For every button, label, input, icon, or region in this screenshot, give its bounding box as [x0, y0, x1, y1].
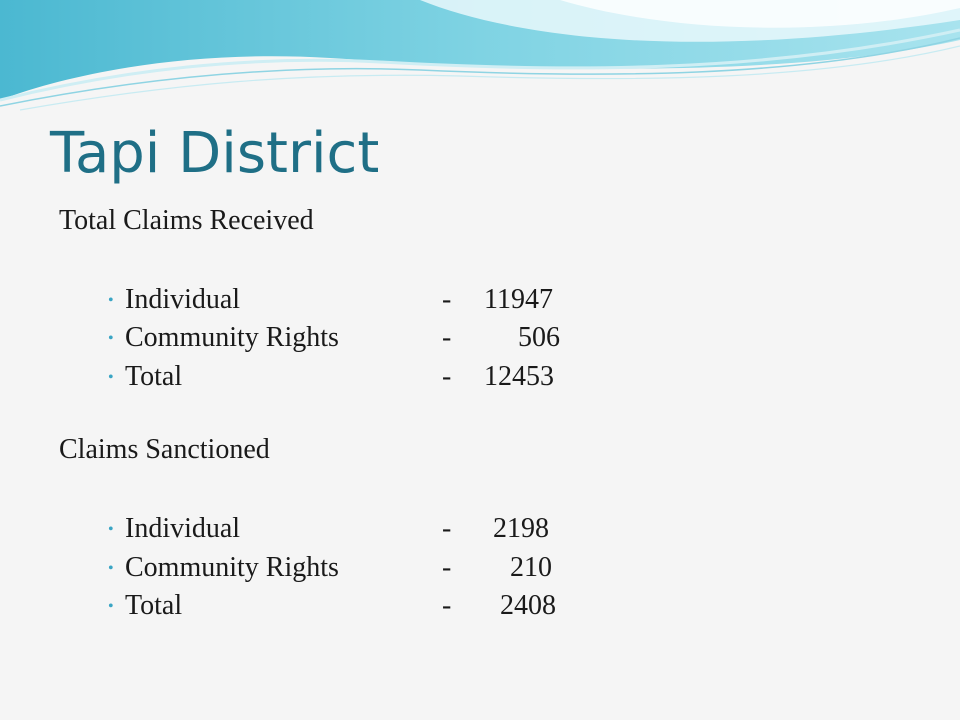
item-separator: -: [442, 552, 452, 583]
item-value: 506: [518, 322, 560, 353]
item-value: 12453: [484, 361, 554, 392]
bullet-icon: •: [108, 330, 114, 347]
item-value: 2198: [493, 513, 549, 544]
list-item: [108, 588, 628, 624]
item-separator: -: [442, 361, 452, 392]
item-value: 11947: [484, 284, 553, 315]
bullet-icon: •: [108, 598, 114, 615]
list-item: [108, 511, 628, 547]
item-label: Community Rights: [125, 552, 339, 583]
bullet-icon: •: [108, 369, 114, 386]
item-label: Individual: [125, 284, 241, 315]
list-item: [108, 550, 628, 586]
item-value: 210: [510, 552, 552, 583]
item-label: Community Rights: [125, 322, 339, 353]
list-item: [108, 359, 628, 395]
item-separator: -: [442, 284, 452, 315]
section-heading-total-claims-received: Total Claims Received: [59, 205, 314, 236]
list-item: [108, 282, 628, 318]
item-label: Total: [125, 590, 183, 621]
bullet-icon: •: [108, 292, 114, 309]
bullet-icon: •: [108, 521, 114, 538]
item-label: Individual: [125, 513, 241, 544]
bullet-icon: •: [108, 560, 114, 577]
item-label: Total: [125, 361, 183, 392]
item-separator: -: [442, 590, 452, 621]
header-wave-decoration: [0, 0, 960, 120]
item-value: 2408: [500, 590, 556, 621]
list-item: [108, 320, 628, 356]
item-separator: -: [442, 322, 452, 353]
section-heading-claims-sanctioned: Claims Sanctioned: [59, 434, 270, 465]
slide-title: Tapi District: [50, 121, 380, 186]
item-separator: -: [442, 513, 452, 544]
